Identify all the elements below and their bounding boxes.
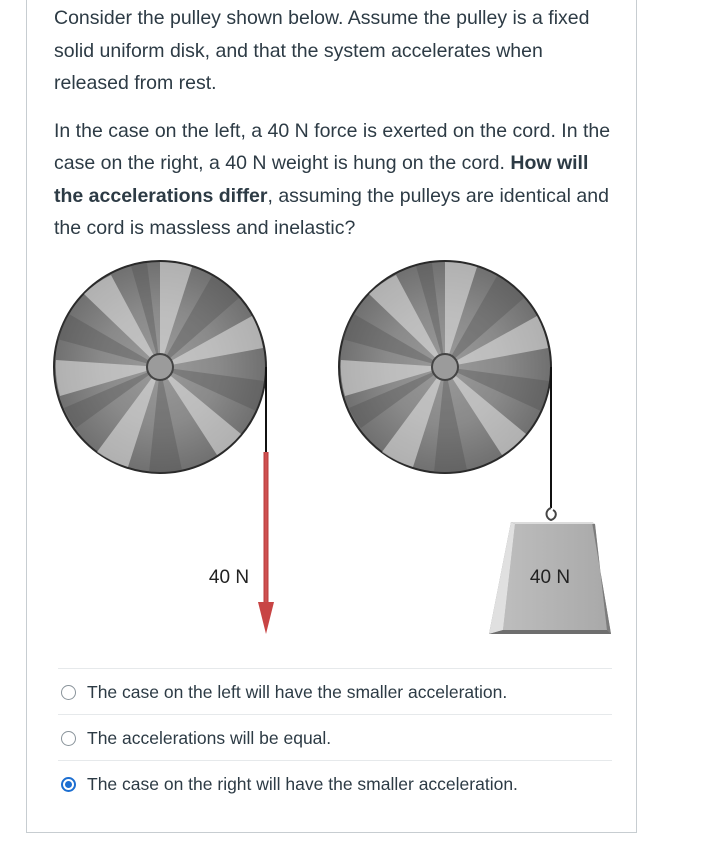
left-force-label: 40 N [208, 567, 250, 588]
answer-option-equal[interactable] [58, 714, 612, 760]
right-pulley [339, 261, 556, 520]
weight-bottom-edge [489, 630, 611, 634]
radio-button-selected[interactable] [61, 777, 76, 792]
answer-option-right-smaller[interactable] [58, 760, 612, 807]
question-text [54, 2, 614, 245]
pulley-figure [27, 256, 638, 646]
answer-option-left-smaller[interactable] [58, 668, 612, 714]
answer-label: The case on the left will have the smaller acceleration. [87, 682, 508, 702]
weight-hook [547, 508, 556, 520]
force-arrow-shaft [264, 452, 269, 602]
radio-button[interactable] [61, 685, 76, 700]
answer-label: The case on the right will have the smaller acceleration. [87, 774, 518, 794]
question-paragraph-1: Consider the pulley shown below. Assume the pulley is a fixed solid uniform disk, and that the system accelerates when released from rest. [54, 7, 590, 94]
left-pulley-axle [147, 354, 173, 380]
answer-list [58, 668, 612, 807]
question-paragraph-2 [54, 115, 614, 245]
answer-label: The accelerations will be equal. [87, 728, 332, 748]
force-arrow [258, 452, 274, 634]
question-emphasis: How will the accelerations differ [54, 152, 589, 207]
question-paragraph-2-end: , assuming the pulleys are identical and the cord is massless and inelastic? [54, 184, 609, 239]
left-pulley [54, 261, 266, 473]
weight-top-edge [511, 522, 595, 524]
pulley-diagram [27, 256, 638, 646]
right-pulley-axle [432, 354, 458, 380]
question-paragraph-2-start: In the case on the left, a 40 N force is exerted on the cord. In the case on the right, a 40 N weight is hung on the cord. [54, 119, 611, 174]
radio-button[interactable] [61, 731, 76, 746]
right-weight-label: 40 N [529, 567, 571, 588]
question-card [26, 0, 637, 833]
force-arrow-head [258, 602, 274, 634]
